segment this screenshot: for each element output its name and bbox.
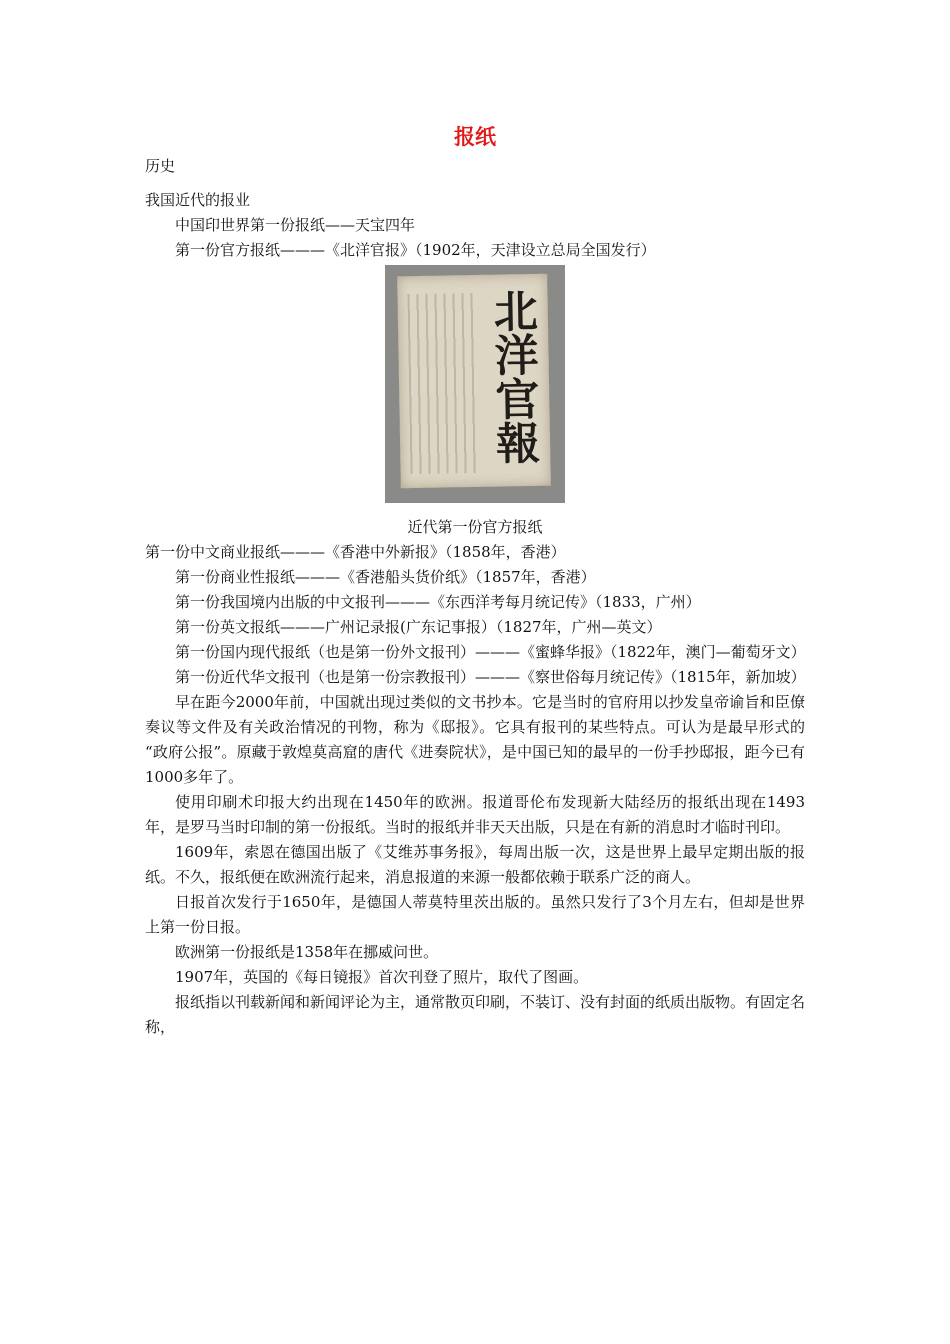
body-paragraph: 日报首次发行于1650年，是德国人蒂莫特里茨出版的。虽然只发行了3个月左右，但却是世界上第一份日报。 bbox=[145, 893, 805, 936]
list-item: 第一份英文报纸———广州记录报(广东记事报）（1827年，广州—英文） bbox=[175, 618, 662, 636]
figure-caption: 近代第一份官方报纸 bbox=[407, 518, 543, 536]
body-paragraph: 报纸指以刊载新闻和新闻评论为主，通常散页印刷，不装订、没有封面的纸质出版物。有固定名称， bbox=[145, 993, 806, 1036]
newspaper-masthead: 北洋官報 bbox=[485, 287, 540, 465]
list-item: 第一份官方报纸———《北洋官报》（1902年，天津设立总局全国发行） bbox=[175, 241, 656, 259]
newspaper-sheet bbox=[397, 274, 551, 489]
body-paragraph: 早在距今2000年前，中国就出现过类似的文书抄本。它是当时的官府用以抄发皇帝谕旨和臣僚奏议等文件及有关政治情况的刊物，称为《邸报》。它具有报刊的某些特点。可认为是最早形式的 “政府公报”。原藏于敦煌莫高窟的唐代《进奏院状》，是中国已知的最早的一份手抄邸报，距今已有1000多年了。 bbox=[145, 693, 805, 786]
body-paragraph: 欧洲第一份报纸是1358年在挪威问世。 bbox=[175, 943, 439, 961]
document-page bbox=[145, 120, 805, 1040]
list-item: 中国印世界第一份报纸——天宝四年 bbox=[175, 216, 416, 234]
body-paragraph: 使用印刷术印报大约出现在1450年的欧洲。报道哥伦布发现新大陆经历的报纸出现在1493年，是罗马当时印制的第一份报纸。当时的报纸并非天天出版，只是在有新的消息时才临时刊印。 bbox=[145, 793, 805, 836]
subsection-heading: 我国近代的报业 bbox=[145, 191, 251, 209]
section-heading: 历史 bbox=[145, 157, 176, 175]
list-item: 第一份商业性报纸———《香港船头货价纸》（1857年，香港） bbox=[175, 568, 596, 586]
body-paragraph: 1907年，英国的《每日镜报》首次刊登了照片，取代了图画。 bbox=[175, 968, 589, 986]
page-title: 报纸 bbox=[454, 124, 496, 149]
newspaper-photo bbox=[385, 265, 565, 503]
list-item: 第一份近代华文报刊（也是第一份宗教报刊）———《察世俗每月统记传》（1815年，新加坡） bbox=[175, 668, 806, 686]
list-item: 第一份我国境内出版的中文报刊———《东西洋考每月统记传》（1833，广州） bbox=[175, 593, 701, 611]
body-paragraph: 1609年，索恩在德国出版了《艾维苏事务报》，每周出版一次，这是世界上最早定期出版的报纸。不久，报纸便在欧洲流行起来，消息报道的来源一般都依赖于联系广泛的商人。 bbox=[145, 843, 805, 886]
list-item: 第一份国内现代报纸（也是第一份外文报刊）———《蜜蜂华报》（1822年，澳门—葡萄牙文） bbox=[175, 643, 806, 661]
newspaper-columns bbox=[407, 293, 480, 474]
list-item: 第一份中文商业报纸———《香港中外新报》（1858年，香港） bbox=[145, 543, 566, 561]
